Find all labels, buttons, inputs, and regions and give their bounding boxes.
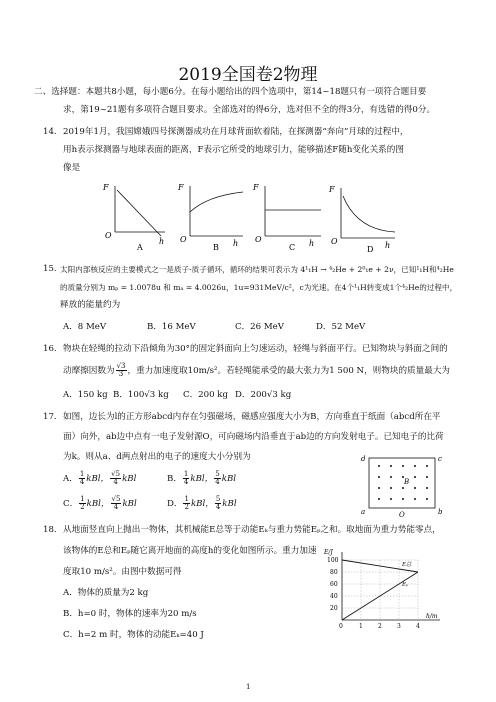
graph-d-origin: O xyxy=(331,237,338,246)
q17-d-frac2-den: 4 xyxy=(215,503,221,511)
q17-a-frac2-den: 4 xyxy=(113,478,118,486)
q16-line1: 物块在轻绳的拉动下沿倾角为30°的固定斜面向上匀速运动，轻绳与斜面平行。已知物块与斜面之间的 xyxy=(63,344,448,354)
q18-ytick-40: 40 xyxy=(330,593,338,600)
graph-d-curve xyxy=(343,196,395,232)
graph-a xyxy=(102,183,165,252)
q16-option-d: D．200√3 kg xyxy=(235,390,292,400)
graph-d-xlabel: h xyxy=(385,241,391,250)
q17-c-frac1-den: 2 xyxy=(80,503,85,511)
graph-b-curve xyxy=(190,192,243,212)
q17-option-c xyxy=(63,496,137,511)
q17-c-frac1-num: 1 xyxy=(80,495,85,503)
q18-xlabel: h/m xyxy=(426,613,438,620)
q16-mu-num: √3 xyxy=(116,362,126,370)
q17-d-frac1 xyxy=(183,496,189,511)
page-number: 1 xyxy=(246,683,251,691)
q15-option-a: A．8 MeV xyxy=(63,322,107,332)
q17-field-dots xyxy=(378,465,428,500)
q17-c-text1: kBl， xyxy=(86,499,110,509)
q17-d-text2: kBl xyxy=(222,499,237,509)
q17-b-frac2-num: 5 xyxy=(215,470,220,478)
q17-line1: 如图，边长为l的正方形abcd内存在匀强磁场，磁感应强度大小为B，方向垂直于纸面（abcd所在平 xyxy=(63,412,441,422)
q17-b-frac1-den: 4 xyxy=(183,478,189,486)
graph-c-ylabel: F xyxy=(253,183,259,192)
graph-b xyxy=(177,183,243,252)
q15-line3: 释放的能量约为 xyxy=(60,300,121,310)
q17-b-frac2-den: 4 xyxy=(215,478,220,486)
q17-field-label: B xyxy=(404,478,410,486)
q18-chart xyxy=(322,548,446,630)
q17-number: 17. xyxy=(43,412,57,422)
q15-number: 15. xyxy=(43,264,57,274)
q17-corner-a: a xyxy=(361,508,366,516)
q17-a-frac1 xyxy=(79,471,85,486)
q18-line3: 度取10 m/s²。由图中数据可得 xyxy=(63,567,182,577)
q18-option-b: B．h=0 时，物体的速率为20 m/s xyxy=(63,609,197,619)
q14-graphs xyxy=(95,180,425,260)
graph-b-ylabel: F xyxy=(178,183,184,192)
q17-b-frac1-num: 1 xyxy=(183,470,189,478)
graph-b-xlabel: h xyxy=(233,239,239,248)
q17-d-frac1-num: 1 xyxy=(184,495,189,503)
graph-c-xlabel: h xyxy=(309,239,315,248)
q14-line2: 用h表示探测器与地球表面的距离，F表示它所受的地球引力，能够描述F随h变化关系的图 xyxy=(63,145,404,155)
q17-c-frac2-den: 4 xyxy=(113,503,119,511)
q17-c-frac2-num: √5 xyxy=(111,495,121,503)
q17-corner-b: b xyxy=(438,508,443,516)
graph-c-label: C xyxy=(289,243,296,252)
q15-option-c: C．26 MeV xyxy=(235,322,284,332)
q17-option-a xyxy=(63,471,136,486)
q17-line2: 面）向外，ab边中点有一电子发射源O，可向磁场内沿垂直于ab边的方向发射电子。已知电子的比荷 xyxy=(63,432,444,442)
q17-d-frac1-den: 2 xyxy=(184,503,189,511)
q17-corner-d: d xyxy=(361,455,366,463)
q17-source-o: O xyxy=(399,511,405,519)
q16-line2-end: ，重力加速度取10m/s²。若轻绳能承受的最大张力为1 500 N，则物块的质量最大为 xyxy=(127,366,451,376)
q15-option-d: D．52 MeV xyxy=(316,322,366,332)
section-heading: 二、选择题：本题共8小题，每小题6分。在每小题给出的四个选项中，第14~18题只有一项符合题目要 xyxy=(34,87,427,97)
q18-xtick-4: 4 xyxy=(416,623,420,630)
q17-d-frac2-num: 5 xyxy=(215,495,221,503)
q17-b-frac1 xyxy=(183,471,189,486)
q16-option-b: B．100√3 kg xyxy=(113,390,169,400)
q16-option-c: C．200 kg xyxy=(183,390,229,400)
q18-xtick-0: 0 xyxy=(339,623,343,630)
q17-c-text2: kBl xyxy=(122,499,137,509)
q18-ylabel: E/J xyxy=(324,549,333,556)
graph-a-label: A xyxy=(137,243,143,252)
q17-c-frac2 xyxy=(111,496,122,511)
q18-number: 18. xyxy=(43,525,57,535)
q16-option-a: A．150 kg xyxy=(63,390,108,400)
q14-line1: 2019年1月，我国嫦娥四号探测器成功在月球背面软着陆，在探测器“奔向”月球的过程中， xyxy=(63,127,409,137)
graph-d-label: D xyxy=(367,245,374,254)
page-title: 2019全国卷2物理 xyxy=(178,65,318,85)
q17-a-frac2-num: √5 xyxy=(111,470,121,478)
q18-line2: 该物体的E总和Eₚ随它离开地面的高度h的变化如图所示。重力加速 xyxy=(63,546,317,556)
q18-line1: 从地面竖直向上抛出一物体，其机械能E总等于动能Eₖ与重力势能Eₚ之和。取地面为重力势能零点， xyxy=(63,525,441,535)
graph-d-ylabel: F xyxy=(329,185,335,194)
q17-option-a-label: A． xyxy=(63,474,78,484)
q18-gridlines xyxy=(342,560,418,620)
graph-a-xlabel: h xyxy=(159,237,165,246)
q17-a-frac1-den: 4 xyxy=(79,478,85,486)
q17-line3: 为k。则从a、d两点射出的电子的速度大小分别为 xyxy=(63,452,251,462)
q16-line2-start: 动摩擦因数为 xyxy=(63,366,115,376)
q16-number: 16. xyxy=(43,344,57,354)
q18-label-total: E总 xyxy=(402,562,412,568)
graph-d xyxy=(328,185,395,254)
q14-line3: 像是 xyxy=(63,163,81,173)
q17-option-b xyxy=(167,471,236,486)
q17-corner-c: c xyxy=(438,455,442,463)
graph-a-origin: O xyxy=(105,231,112,240)
graph-c xyxy=(252,183,321,252)
q18-xtick-2: 2 xyxy=(378,623,382,630)
q18-ytick-100: 100 xyxy=(327,557,339,564)
graph-b-origin: O xyxy=(180,235,187,244)
q15-line1: 太阳内部核反应的主要模式之一是质子-质子循环，循环的结果可表示为 4¹₁H → ⁴₂He + 2⁰₁e + 2ν，已知¹₁H和⁴₂He xyxy=(60,265,454,274)
q14-number: 14. xyxy=(43,127,57,137)
section-heading-cont: 求，第19~21题有多项符合题目要求。全部选对的得6分，选对但不全的得3分，有选错的得0分。 xyxy=(63,105,436,115)
q17-d-text1: kBl， xyxy=(190,499,214,509)
q17-d-frac2 xyxy=(215,496,221,511)
q18-option-c: C．h=2 m 时，物体的动能Eₖ=40 J xyxy=(63,630,204,640)
q17-a-text2: kBl xyxy=(122,474,137,484)
q18-ytick-20: 20 xyxy=(330,605,338,612)
q17-a-frac1-num: 1 xyxy=(79,470,85,478)
q17-b-text1: kBl， xyxy=(190,474,214,484)
q17-option-d-label: D． xyxy=(167,499,183,509)
graph-b-label: B xyxy=(213,243,219,252)
graph-c-origin: O xyxy=(255,235,262,244)
q18-ytick-60: 60 xyxy=(330,581,338,588)
q16-mu-fraction xyxy=(116,363,127,378)
graph-a-ylabel: F xyxy=(103,183,109,192)
q17-option-b-label: B． xyxy=(167,474,182,484)
q15-line2: 的质量分别为 mₚ = 1.0078u 和 mₐ = 4.0026u，1u=931MeV/c²，c为光速。在4个¹₁H转变成1个⁴₂He的过程中， xyxy=(60,283,458,292)
q16-mu-den: 3 xyxy=(118,370,124,378)
q17-b-frac2 xyxy=(214,471,220,486)
graph-a-curve xyxy=(117,190,161,236)
q16-line2 xyxy=(63,363,450,378)
q18-option-a: A．物体的质量为2 kg xyxy=(63,588,149,598)
q17-option-c-label: C． xyxy=(63,499,79,509)
q15-option-b: B．16 MeV xyxy=(147,322,196,332)
q18-xtick-1: 1 xyxy=(359,623,363,630)
q17-a-text1: kBl， xyxy=(86,474,110,484)
q18-label-potential: Eₚ xyxy=(402,582,409,588)
q18-ytick-80: 80 xyxy=(330,569,338,576)
q17-option-d xyxy=(167,496,237,511)
q17-a-frac2 xyxy=(110,471,121,486)
q18-xtick-3: 3 xyxy=(397,623,401,630)
q17-figure xyxy=(355,452,455,520)
q17-c-frac1 xyxy=(79,496,85,511)
q17-b-text2: kBl xyxy=(221,474,237,484)
